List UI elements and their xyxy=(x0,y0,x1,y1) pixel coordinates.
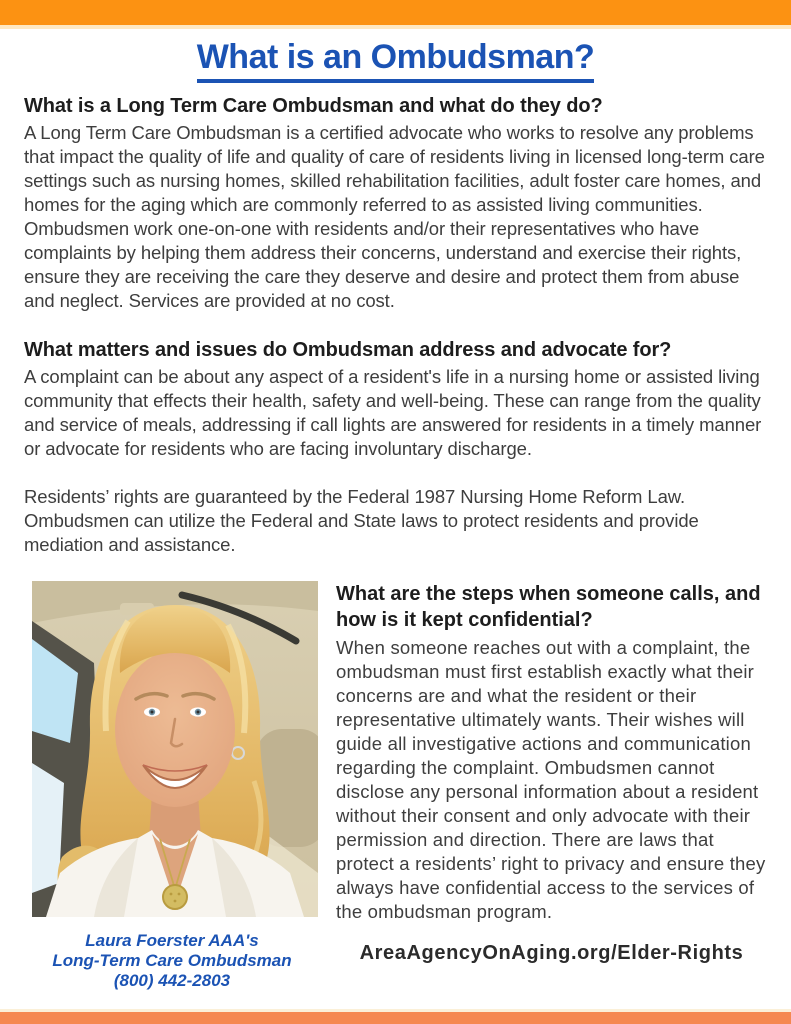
bottom-orange-bar xyxy=(0,1012,791,1024)
photo-and-text-columns xyxy=(24,581,767,991)
section-3-heading: What are the steps when someone calls, and how is it kept confidential? xyxy=(336,583,761,631)
section-2-body-1: A complaint can be about any aspect of a resident's life in a nursing home or assisted living community that effects their health, safety and well-being. These can range from the quality and service of meals, addressing if call lights are answered for residents in a timely manner or advocate for residents who are facing involuntary discharge. xyxy=(24,366,762,459)
section-3-body: When someone reaches out with a complaint, the ombudsman must first establish exactly what their concerns are and what the resident or their representative ultimately wants. Their wishes will guide all investigative actions and communication regarding the complaint. Ombudsmen cannot disclose any personal information about a resident without their consent and only advocate with their permission and direction. There are laws that protect a residents’ right to privacy and ensure they always have confidential access to the services of the ombudsman program. xyxy=(336,637,766,922)
page-content xyxy=(0,29,791,991)
top-orange-bar xyxy=(0,0,791,25)
footer-url: AreaAgencyOnAging.org/Elder-Rights xyxy=(359,942,744,964)
page-title: What is an Ombudsman? xyxy=(197,37,595,83)
section-2-heading: What matters and issues do Ombudsman address and advocate for? xyxy=(24,339,672,361)
text-column xyxy=(320,581,767,965)
portrait-photo xyxy=(32,581,318,917)
title-row xyxy=(24,37,767,83)
caption-name: Laura Foerster AAA's xyxy=(85,931,259,950)
caption-phone: (800) 442-2803 xyxy=(113,971,231,990)
section-1-heading: What is a Long Term Care Ombudsman and what do they do? xyxy=(24,95,603,117)
photo-caption xyxy=(24,931,320,991)
section-2-body-2: Residents’ rights are guaranteed by the Federal 1987 Nursing Home Reform Law. Ombudsmen can utilize the Federal and State laws to protect residents and provide mediation and assistance. xyxy=(24,486,699,555)
section-1-body: A Long Term Care Ombudsman is a certified advocate who works to resolve any problems that impact the quality of life and quality of care of residents living in licensed long-term care settings such as nursing homes, skilled rehabilitation facilities, adult foster care homes, and homes for the aging which are commonly referred to as assisted living communities. Ombudsmen work one-on-one with residents and/or their representatives who have complaints by helping them address their concerns, understand and exercise their rights, ensure they are receiving the care they deserve and desire and protect them from abuse and neglect. Services are provided at no cost. xyxy=(24,122,765,311)
photo-column xyxy=(24,581,320,991)
caption-role: Long-Term Care Ombudsman xyxy=(52,951,292,970)
